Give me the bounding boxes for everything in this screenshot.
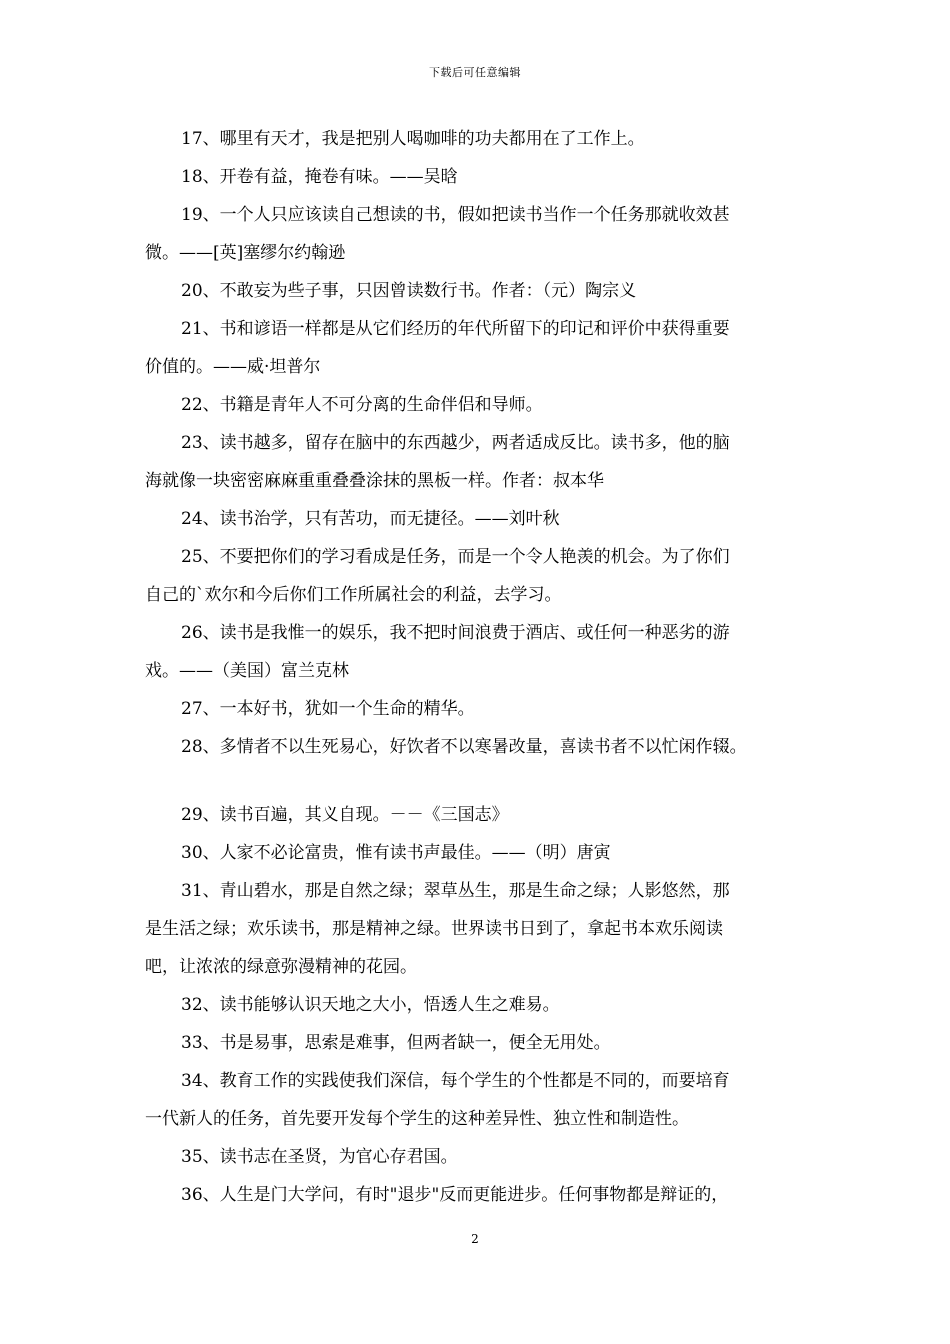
- text-line: 25、不要把你们的学习看成是任务，而是一个令人艳羡的机会。为了你们: [181, 547, 730, 567]
- text-line: 自己的`欢尔和今后你们工作所属社会的利益，去学习。: [145, 585, 562, 605]
- text-line: 34、教育工作的实践使我们深信，每个学生的个性都是不同的，而要培育: [181, 1071, 730, 1091]
- text-line: 24、读书治学，只有苦功，而无捷径。——刘叶秋: [181, 509, 560, 529]
- text-line: 是生活之绿；欢乐读书，那是精神之绿。世界读书日到了，拿起书本欢乐阅读: [145, 919, 723, 939]
- blank-line: [145, 766, 813, 796]
- text-line: 21、书和谚语一样都是从它们经历的年代所留下的印记和评价中获得重要: [181, 319, 730, 339]
- text-line: 27、一本好书，犹如一个生命的精华。: [181, 699, 475, 719]
- text-line: 35、读书志在圣贤，为官心存君国。: [181, 1147, 458, 1167]
- text-line: 23、读书越多，留存在脑中的东西越少，两者适成反比。读书多，他的脑: [181, 433, 730, 453]
- text-line: 微。——[英]塞缪尔约翰逊: [145, 243, 346, 263]
- text-line: 戏。——（美国）富兰克林: [145, 661, 349, 681]
- text-line: 一代新人的任务，首先要开发每个学生的这种差异性、独立性和制造性。: [145, 1109, 689, 1129]
- document-body: [145, 120, 813, 1214]
- text-line: 20、不敢妄为些子事，只因曾读数行书。作者：（元）陶宗义: [181, 281, 637, 301]
- text-line: 19、一个人只应该读自己想读的书，假如把读书当作一个任务那就收效甚: [181, 205, 730, 225]
- text-line: 吧，让浓浓的绿意弥漫精神的花园。: [145, 957, 417, 977]
- text-line: 33、书是易事，思索是难事，但两者缺一，便全无用处。: [181, 1033, 611, 1053]
- text-line: 30、人家不必论富贵，惟有读书声最佳。——（明）唐寅: [181, 843, 611, 863]
- text-line: 29、读书百遍，其义自现。－－《三国志》: [181, 805, 509, 825]
- text-line: 36、人生是门大学问，有时"退步"反而更能进步。任何事物都是辩证的，: [181, 1185, 729, 1205]
- text-line: 价值的。——威·坦普尔: [145, 357, 321, 377]
- text-line: 32、读书能够认识天地之大小，悟透人生之难易。: [181, 995, 560, 1015]
- text-line: 28、多情者不以生死易心，好饮者不以寒暑改量，喜读书者不以忙闲作辍。: [181, 737, 747, 757]
- page-header: 下载后可任意编辑: [429, 66, 521, 79]
- text-line: 31、青山碧水，那是自然之绿；翠草丛生，那是生命之绿；人影悠然，那: [181, 881, 730, 901]
- text-line: 海就像一块密密麻麻重重叠叠涂抹的黑板一样。作者：叔本华: [145, 471, 604, 491]
- page-number: 2: [471, 1232, 479, 1246]
- text-line: 26、读书是我惟一的娱乐，我不把时间浪费于酒店、或任何一种恶劣的游: [181, 623, 730, 643]
- text-line: 17、哪里有天才，我是把别人喝咖啡的功夫都用在了工作上。: [181, 129, 645, 149]
- text-line: 22、书籍是青年人不可分离的生命伴侣和导师。: [181, 395, 543, 415]
- text-line: 18、开卷有益，掩卷有味。——吴晗: [181, 167, 458, 187]
